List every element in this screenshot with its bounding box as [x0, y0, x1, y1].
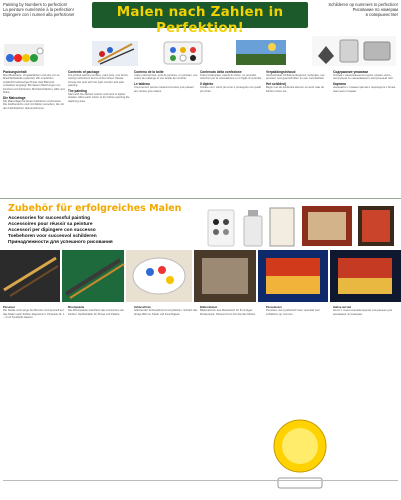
lower-column-5: [266, 306, 330, 416]
page-title: Malen nach Zahlen in Perfektion!: [116, 4, 284, 36]
accessories-lang-en: Accessories for successful painting: [8, 216, 91, 221]
column-body-2: Start with the darkest colours and work to lighter shades. Allow each colour to dry before painting the adjoining area.: [68, 93, 130, 103]
accessories-photo-strip: [0, 250, 401, 302]
paint-pots-illustration: [4, 36, 44, 66]
text-column-nl: [266, 70, 330, 195]
section-divider: [0, 198, 401, 199]
painting-canvas-illustration: [234, 36, 288, 66]
column-body: Voorbedrukte schilderondergrond, verfpotjes, een penseel, mengvoorschriften en een controleblad.: [266, 74, 325, 81]
accessories-languages: [8, 216, 113, 246]
text-column-de: [3, 70, 65, 195]
lower-column-3: [134, 306, 198, 496]
lower-column-heading: Penselenset: [266, 306, 282, 309]
lower-column-heading: Pinselset: [3, 306, 15, 309]
text-column-it: [200, 70, 264, 195]
lower-column-heading: Schlussfirnis: [134, 306, 151, 309]
lower-column-body: Die Stärke und Länge der Borsten sind speziell auf das Malen nach Zahlen abgestimmt. Pinselset Nr. 1 – 3 mit Synthetik-Haaren.: [3, 309, 65, 319]
brand-seal-illustration: [268, 416, 332, 496]
column-subheading: Het schilderij: [266, 82, 287, 87]
column-heading: Packungsinhalt: [3, 70, 27, 74]
accessories-lang-nl: Toebehoren voor succesvol schilderen: [8, 234, 97, 239]
header-languages-left: [3, 2, 91, 18]
text-column-en: [68, 70, 132, 195]
brushes-illustration: [92, 36, 138, 66]
text-column-ru: [333, 70, 397, 195]
lower-column-heading: Mischpalette: [68, 306, 85, 309]
lower-column-body: Bilderrahmen aus Massivholz für Ihr fertiges Meisterwerk. Passend zum Format des Motivs.: [200, 309, 256, 316]
column-body: Tela prestampata, vasetti di colore, un pennello, istruzioni per la miscelazione e un foglio di controllo.: [200, 74, 262, 81]
column-body: Основа с нанесённым контуром, краски, кисть, инструкция по смешиванию и контрольный лист.: [333, 74, 394, 81]
header-lang-ru: Рисование по номерам: [352, 7, 398, 13]
column-subheading: Il dipinto: [200, 82, 214, 87]
header-lang-en: Painting by Numbers to perfection!: [3, 2, 68, 7]
column-body-2: Begin met de donkerste kleuren en werk naar de lichtere tinten toe.: [266, 86, 324, 93]
footer-divider: [3, 480, 398, 481]
column-heading: Contenu de la boîte: [134, 70, 164, 74]
lower-column-body: Penselen met synthetisch haar, speciaal voor schilderen op nummer.: [266, 309, 320, 316]
lower-column-6: [333, 306, 397, 496]
accessories-title: Zubehör für erfolgreiches Malen: [8, 203, 182, 214]
accessories-lang-ru: Принадлежности для успешного рисования: [8, 240, 113, 245]
column-subheading: Картина: [333, 82, 346, 87]
column-body: Carte préimprimée, pots de peinture, un pinceau, une notice de mélange et une feuille de contrôle.: [134, 74, 198, 81]
column-body-2: Iniziare con i colori più scuri e proseguire con quelli più chiari.: [200, 86, 261, 93]
lower-column-body: Die Mischpalette erleichtert das Anmischen der Farben. Spülbehälter für Pinsel und Palette.: [68, 309, 125, 316]
column-subheading: Die Malvorlage: [3, 95, 26, 100]
column-body: Pre-printed painting surface, paint pots, one brush, mixing instructions and a control sheet. Please choose the pots with the right number and start painting.: [68, 74, 129, 88]
gemstone-paint-tubes-illustration: [312, 36, 396, 66]
accessories-lang-fr: Accessoires pour réussir sa peinture: [8, 222, 93, 227]
lower-column-2: [68, 306, 132, 496]
lower-column-heading: Набор кистей: [333, 306, 352, 309]
column-heading: Verpakkingsinhoud: [266, 70, 296, 74]
lower-column-1: [3, 306, 65, 496]
lower-column-body: Glänzender Schlussfirnis für Acrylfarben. Schützt das fertige Bild vor Staub und Feuchtigkeit.: [134, 309, 198, 316]
column-subheading: Le tableau: [134, 82, 150, 87]
column-body-2: Commencez par les couleurs foncées puis passez aux teintes plus claires.: [134, 86, 194, 93]
lower-column-heading: Bilderrahmen: [200, 306, 218, 309]
header-lang-nl: Schilderen op nummers to perfection!: [328, 2, 398, 7]
column-body-2: Начинайте с тёмных цветов и переходите к более светлым оттенкам.: [333, 86, 396, 93]
lower-column-4: [200, 306, 264, 496]
header-lang-fr: La peinture numérotée à la perfection!: [3, 7, 74, 13]
column-heading: Contents of package: [68, 70, 100, 74]
column-heading: Contenuto della confezione: [200, 70, 242, 74]
accessory-products-illustration: [198, 200, 398, 250]
column-body-2: Die Malvorlage hat feinen Farbtönen und Kanten. Die Farbbereiche sind mit Zahlen versehen, die mit den Farbtöpfchen übereinstimmen.: [3, 99, 64, 110]
mixing-palette-illustration: [160, 36, 206, 66]
header-lang-it: Dipingere con i numeri alla perfezione!: [3, 12, 75, 18]
column-body: Mal-/Motivkarte, Vorgabefarben und eine vor-zu Mischfarbtabelle (optional). Wir empfehlen zusätzlich farbwertige Pinsel. Das Bild wird vorlackiert angelegt. Bei diesen Mischungen von Feinheit und Schönheit. Mit Fleischfarben, Hilfe und Ruhe.: [3, 74, 65, 95]
header-lang-ru-2: в совершенстве!: [365, 12, 398, 18]
lower-column-body: Кисти с синтетическим ворсом специально для рисования по номерам.: [333, 309, 393, 316]
text-column-fr: [134, 70, 198, 195]
column-heading: Содержание упаковки: [333, 70, 369, 74]
header-languages-right: [310, 2, 398, 18]
column-subheading: The painting: [68, 89, 87, 94]
package-contents-row: [0, 36, 401, 66]
accessories-lang-it: Accessori per dipingere con successo: [8, 228, 96, 233]
